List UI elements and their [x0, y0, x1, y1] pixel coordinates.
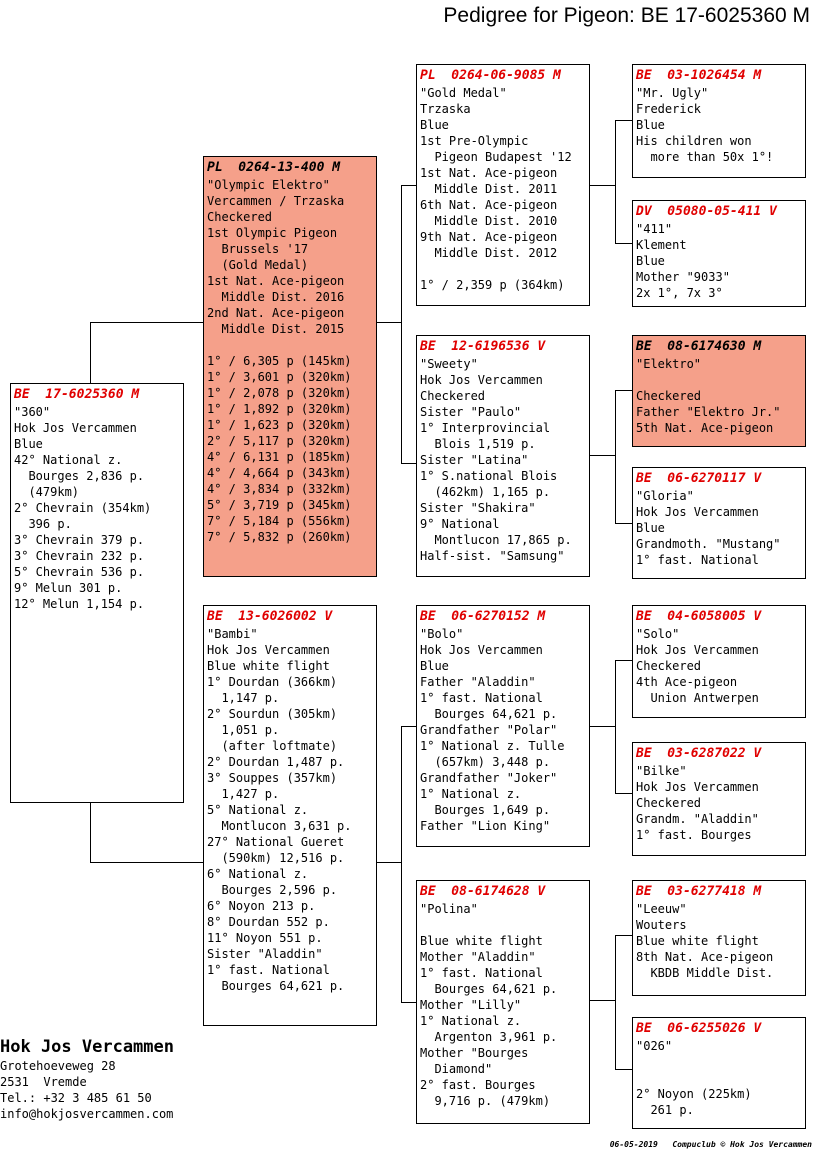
pedigree-line: 1° National z. Tulle	[420, 739, 565, 753]
pedigree-line: 1° / 1,892 p (320km)	[207, 402, 352, 416]
breeder-info	[0, 1036, 174, 1122]
sire-sire-card[interactable]	[416, 64, 590, 306]
pedigree-line: Middle Dist. 2011	[420, 182, 558, 196]
pedigree-line: 2° Chevrain (354km)	[14, 501, 152, 515]
pedigree-line: 12° Melun 1,154 p.	[14, 597, 145, 611]
connector	[90, 803, 91, 863]
connector	[376, 862, 402, 863]
connector	[401, 1002, 417, 1003]
pedigree-line: "Mr. Ugly"	[636, 86, 709, 100]
pedigree-line: 1st Olympic Pigeon	[207, 226, 338, 240]
pedigree-line: 2° Sourdun (305km)	[207, 707, 338, 721]
pedigree-line: "Gloria"	[636, 489, 694, 503]
pedigree-line: Blue white flight	[207, 659, 330, 673]
ring-number: BE 03-6277418 M	[636, 884, 762, 899]
pedigree-line	[636, 372, 802, 388]
connector	[615, 243, 633, 244]
connector	[401, 185, 417, 186]
pedigree-line: Blue white flight	[636, 934, 759, 948]
pedigree-line: (Gold Medal)	[207, 258, 309, 272]
pedigree-line: Grandmoth. "Mustang"	[636, 537, 781, 551]
pedigree-line	[420, 261, 586, 277]
subject-card[interactable]	[10, 383, 184, 803]
pedigree-line: (462km) 1,165 p.	[420, 485, 551, 499]
pedigree-line: 1° Dourdan (366km)	[207, 675, 338, 689]
ring-number: BE 17-6025360 M	[14, 387, 140, 402]
connector	[589, 726, 616, 727]
ring-number: BE 06-6255026 V	[636, 1021, 762, 1036]
pedigree-line: Montlucon 3,631 p.	[207, 819, 352, 833]
pedigree-line: 1st Nat. Ace-pigeon	[207, 274, 345, 288]
dds-card[interactable]	[632, 880, 806, 996]
dss-card[interactable]	[632, 605, 806, 718]
pedigree-line: Wouters	[636, 918, 687, 932]
connector	[589, 455, 616, 456]
pedigree-line: 4° / 4,664 p (343km)	[207, 466, 352, 480]
pedigree-line	[207, 337, 373, 353]
connector	[401, 726, 417, 727]
pedigree-line: 2° Dourdan 1,487 p.	[207, 755, 345, 769]
pedigree-line: Bourges 64,621 p.	[420, 707, 558, 721]
dam-sire-card[interactable]	[416, 605, 590, 847]
pedigree-line: 1° S.national Blois	[420, 469, 558, 483]
connector	[615, 1069, 633, 1070]
pedigree-line: 2x 1°, 7x 3°	[636, 286, 723, 300]
pedigree-line: 9,716 p. (479km)	[420, 1094, 551, 1108]
pedigree-line: 1° / 2,359 p (364km)	[420, 278, 565, 292]
pedigree-line: 4° / 6,131 p (185km)	[207, 450, 352, 464]
connector	[90, 862, 204, 863]
ring-number: BE 12-6196536 V	[420, 339, 546, 354]
pedigree-line: Hok Jos Vercammen	[636, 505, 759, 519]
pedigree-line: Bourges 64,621 p.	[420, 982, 558, 996]
connector	[401, 463, 417, 464]
pedigree-line: 261 p.	[636, 1103, 694, 1117]
ddd-card[interactable]	[632, 1017, 806, 1129]
pedigree-line: more than 50x 1°!	[636, 150, 774, 164]
sire-dam-card[interactable]	[416, 335, 590, 577]
connector	[376, 322, 402, 323]
connector	[401, 185, 402, 464]
pedigree-line: Mother "Lilly"	[420, 998, 522, 1012]
connector	[615, 935, 616, 1070]
pedigree-line: 5th Nat. Ace-pigeon	[636, 421, 774, 435]
pedigree-line: (479km)	[14, 485, 80, 499]
pedigree-line	[636, 1070, 802, 1086]
pedigree-line: Bourges 64,621 p.	[207, 979, 345, 993]
pedigree-line: Sister "Latina"	[420, 453, 529, 467]
pedigree-line: Bourges 1,649 p.	[420, 803, 551, 817]
pedigree-line: 5° Chevrain 536 p.	[14, 565, 145, 579]
breeder-name: Hok Jos Vercammen	[0, 1037, 174, 1057]
pedigree-line: 3° Chevrain 379 p.	[14, 533, 145, 547]
pedigree-line: "Bilke"	[636, 764, 687, 778]
pedigree-line: Grandm. "Aladdin"	[636, 812, 759, 826]
sss-card[interactable]	[632, 64, 806, 178]
pedigree-line: 1° / 1,623 p (320km)	[207, 418, 352, 432]
pedigree-line: 5° / 3,719 p (345km)	[207, 498, 352, 512]
pedigree-line: 3° Chevrain 232 p.	[14, 549, 145, 563]
breeder-street: Grotehoeveweg 28	[0, 1059, 116, 1073]
pedigree-line: Hok Jos Vercammen	[636, 643, 759, 657]
pedigree-line: 6° National z.	[207, 867, 309, 881]
pedigree-line: Montlucon 17,865 p.	[420, 533, 572, 547]
pedigree-line: Half-sist. "Samsung"	[420, 549, 565, 563]
pedigree-line: 6th Nat. Ace-pigeon	[420, 198, 558, 212]
pedigree-line: 1,427 p.	[207, 787, 280, 801]
pedigree-line: KBDB Middle Dist.	[636, 966, 774, 980]
pedigree-line: Father "Elektro Jr."	[636, 405, 781, 419]
pedigree-line: Blue white flight	[420, 934, 543, 948]
pedigree-line: 3° Souppes (357km)	[207, 771, 338, 785]
pedigree-line: (after loftmate)	[207, 739, 338, 753]
pedigree-line: "Elektro"	[636, 357, 702, 371]
sire-card[interactable]	[203, 156, 377, 577]
pedigree-line	[420, 917, 586, 933]
pedigree-line: 8° Dourdan 552 p.	[207, 915, 330, 929]
connector	[615, 390, 633, 391]
ring-number: BE 08-6174630 M	[636, 339, 762, 354]
pedigree-line: (590km) 12,516 p.	[207, 851, 345, 865]
pedigree-line: Middle Dist. 2010	[420, 214, 558, 228]
pedigree-line: Checkered	[636, 659, 702, 673]
ring-number: BE 04-6058005 V	[636, 609, 762, 624]
pedigree-line: Father "Lion King"	[420, 819, 551, 833]
pedigree-line: 1° fast. National	[420, 966, 543, 980]
pedigree-line: Bourges 2,596 p.	[207, 883, 338, 897]
pedigree-line: "Bambi"	[207, 627, 258, 641]
pedigree-line: "Bolo"	[420, 627, 464, 641]
connector	[615, 660, 633, 661]
pedigree-line: Grandfather "Joker"	[420, 771, 558, 785]
pedigree-line: Mother "Aladdin"	[420, 950, 536, 964]
connector	[615, 660, 616, 794]
ring-number: PL 0264-06-9085 M	[420, 68, 561, 83]
ring-number: DV 05080-05-411 V	[636, 204, 777, 219]
ring-number: BE 06-6270117 V	[636, 471, 762, 486]
pedigree-line: Middle Dist. 2015	[207, 322, 345, 336]
ring-number: BE 03-1026454 M	[636, 68, 762, 83]
pedigree-line: Checkered	[420, 389, 486, 403]
connector	[615, 120, 616, 244]
pedigree-line: 1° fast. National	[636, 553, 759, 567]
pedigree-line: 9° National	[420, 517, 500, 531]
pedigree-line: Checkered	[207, 210, 273, 224]
pedigree-line: 7° / 5,184 p (556km)	[207, 514, 352, 528]
pedigree-line: 8th Nat. Ace-pigeon	[636, 950, 774, 964]
pedigree-line: Middle Dist. 2012	[420, 246, 558, 260]
pedigree-line: Checkered	[636, 796, 702, 810]
page-title: Pedigree for Pigeon: BE 17-6025360 M	[443, 4, 810, 27]
pedigree-line: Hok Jos Vercammen	[420, 373, 543, 387]
pedigree-line: 9th Nat. Ace-pigeon	[420, 230, 558, 244]
footer-note: 06-05-2019 Compuclub © Hok Jos Vercammen	[609, 1140, 812, 1149]
pedigree-line: Hok Jos Vercammen	[420, 643, 543, 657]
pedigree-line: 1° fast. National	[420, 691, 543, 705]
pedigree-line: "Sweety"	[420, 357, 478, 371]
ring-number: BE 06-6270152 M	[420, 609, 546, 624]
pedigree-line: "Olympic Elektro"	[207, 178, 330, 192]
pedigree-line: Hok Jos Vercammen	[207, 643, 330, 657]
pedigree-line: Blue	[636, 521, 665, 535]
pedigree-line: Argenton 3,961 p.	[420, 1030, 558, 1044]
pedigree-line: Frederick	[636, 102, 702, 116]
pedigree-line: 1° / 2,078 p (320km)	[207, 386, 352, 400]
breeder-email[interactable]: info@hokjosvercammen.com	[0, 1107, 174, 1121]
connector	[615, 120, 633, 121]
connector	[589, 185, 616, 186]
breeder-city: 2531 Vremde	[0, 1075, 87, 1089]
pedigree-line: Blue	[14, 437, 43, 451]
pedigree-line: 1° / 6,305 p (145km)	[207, 354, 352, 368]
dam-dam-card[interactable]	[416, 880, 590, 1124]
pedigree-line: His children won	[636, 134, 752, 148]
breeder-phone: Tel.: +32 3 485 61 50	[0, 1091, 152, 1105]
ring-number: BE 08-6174628 V	[420, 884, 546, 899]
connector	[401, 726, 402, 1003]
pedigree-line: 1° fast. Bourges	[636, 828, 752, 842]
connector	[615, 523, 633, 524]
pedigree-line: Blue	[636, 254, 665, 268]
connector	[90, 322, 91, 383]
pedigree-line: Mother "Bourges	[420, 1046, 529, 1060]
pedigree-line: Checkered	[636, 389, 702, 403]
pedigree-line: 2° / 5,117 p (320km)	[207, 434, 352, 448]
connector	[615, 390, 616, 524]
connector	[589, 1000, 616, 1001]
pedigree-line: Blue	[420, 118, 449, 132]
pedigree-line: 1° National z.	[420, 1014, 522, 1028]
pedigree-line: 1,147 p.	[207, 691, 280, 705]
pedigree-line: Grandfather "Polar"	[420, 723, 558, 737]
ring-number: BE 03-6287022 V	[636, 746, 762, 761]
pedigree-line: "Polina"	[420, 902, 478, 916]
pedigree-line: Blois 1,519 p.	[420, 437, 536, 451]
pedigree-line: 1° Interprovincial	[420, 421, 551, 435]
pedigree-line: 1° National z.	[420, 787, 522, 801]
pedigree-line: Klement	[636, 238, 687, 252]
pedigree-line: Father "Aladdin"	[420, 675, 536, 689]
pedigree-line: Blue	[636, 118, 665, 132]
pedigree-line: 5° National z.	[207, 803, 309, 817]
pedigree-line: Pigeon Budapest '12	[420, 150, 572, 164]
connector	[90, 322, 204, 323]
pedigree-line: Hok Jos Vercammen	[636, 780, 759, 794]
pedigree-line: Mother "9033"	[636, 270, 730, 284]
dam-card[interactable]	[203, 605, 377, 1026]
pedigree-line: 2° Noyon (225km)	[636, 1087, 752, 1101]
connector	[615, 793, 633, 794]
ring-number: BE 13-6026002 V	[207, 609, 333, 624]
pedigree-line: Diamond"	[420, 1062, 493, 1076]
pedigree-line: Brussels '17	[207, 242, 309, 256]
pedigree-line: "Leeuw"	[636, 902, 687, 916]
pedigree-line: 27° National Gueret	[207, 835, 345, 849]
pedigree-line: 2nd Nat. Ace-pigeon	[207, 306, 345, 320]
pedigree-line: Trzaska	[420, 102, 471, 116]
pedigree-line: Sister "Paulo"	[420, 405, 522, 419]
sdd-card[interactable]	[632, 467, 806, 579]
pedigree-line: 2° fast. Bourges	[420, 1078, 536, 1092]
pedigree-line: 1° / 3,601 p (320km)	[207, 370, 352, 384]
pedigree-line: 1st Nat. Ace-pigeon	[420, 166, 558, 180]
pedigree-line: Sister "Aladdin"	[207, 947, 323, 961]
pedigree-line: 4th Ace-pigeon	[636, 675, 738, 689]
pedigree-line	[636, 1054, 802, 1070]
pedigree-line: Bourges 2,836 p.	[14, 469, 145, 483]
pedigree-line: 6° Noyon 213 p.	[207, 899, 316, 913]
pedigree-line: "026"	[636, 1039, 673, 1053]
pedigree-line: Union Antwerpen	[636, 691, 759, 705]
pedigree-line: 1,051 p.	[207, 723, 280, 737]
pedigree-line: Vercammen / Trzaska	[207, 194, 345, 208]
pedigree-line: 11° Noyon 551 p.	[207, 931, 323, 945]
pedigree-line: 9° Melun 301 p.	[14, 581, 123, 595]
ring-number: PL 0264-13-400 M	[207, 160, 341, 175]
pedigree-line: 1st Pre-Olympic	[420, 134, 529, 148]
pedigree-line: Middle Dist. 2016	[207, 290, 345, 304]
dsd-card[interactable]	[632, 742, 806, 856]
pedigree-line: 396 p.	[14, 517, 72, 531]
pedigree-line: "Solo"	[636, 627, 680, 641]
pedigree-line: 4° / 3,834 p (332km)	[207, 482, 352, 496]
pedigree-line: 42° National z.	[14, 453, 123, 467]
ssd-card[interactable]	[632, 200, 806, 307]
pedigree-line: (657km) 3,448 p.	[420, 755, 551, 769]
pedigree-line: "411"	[636, 222, 673, 236]
connector	[615, 935, 633, 936]
pedigree-line: Blue	[420, 659, 449, 673]
pedigree-line: "360"	[14, 405, 51, 419]
pedigree-line: Sister "Shakira"	[420, 501, 536, 515]
sds-card[interactable]	[632, 335, 806, 447]
pedigree-line: Hok Jos Vercammen	[14, 421, 137, 435]
pedigree-line: 7° / 5,832 p (260km)	[207, 530, 352, 544]
pedigree-line: 1° fast. National	[207, 963, 330, 977]
pedigree-line: "Gold Medal"	[420, 86, 507, 100]
